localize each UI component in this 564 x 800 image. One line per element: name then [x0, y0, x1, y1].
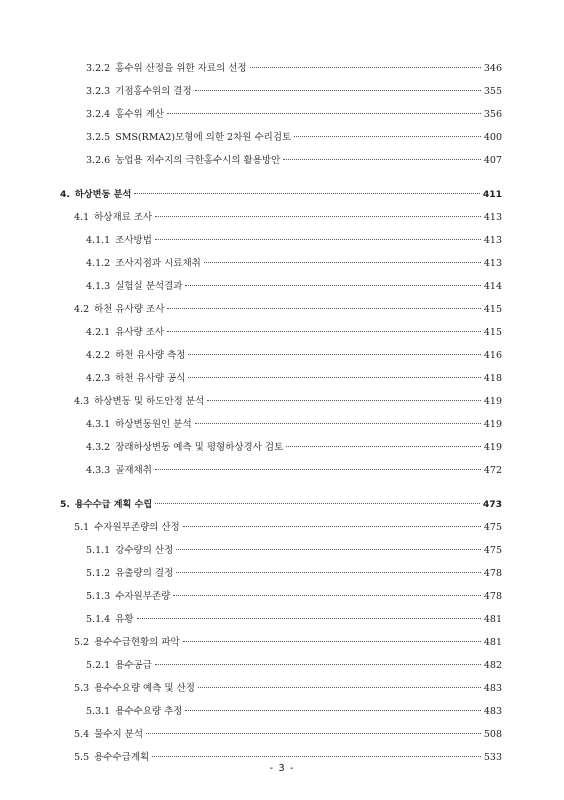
- dot-leader: [155, 469, 481, 470]
- toc-entry-title: 하상변동 및 하도안정 분석: [94, 396, 205, 407]
- toc-entry[interactable]: [60, 677, 502, 700]
- toc-entry-title: 하천 유사량 측정: [115, 350, 186, 361]
- toc-entry-number: 4.1.2: [86, 258, 111, 269]
- dot-leader: [183, 526, 481, 527]
- toc-entry-page: 413: [483, 235, 502, 246]
- toc-entry-number: 5.1.3: [86, 591, 111, 602]
- toc-entry-title: 물수지 분석: [94, 729, 144, 740]
- toc-entry-title: 하상변동원인 분석: [115, 419, 192, 430]
- toc-entry-title: 홍수위 산정을 위한 자료의 선정: [115, 63, 247, 74]
- toc-entry-page: 475: [483, 545, 502, 556]
- toc-entry-number: 3.2.6: [86, 155, 111, 166]
- toc-entry[interactable]: [60, 80, 502, 103]
- toc-entry-page: 419: [483, 442, 502, 453]
- toc-entry-number: 5.4: [74, 729, 90, 740]
- toc-entry[interactable]: [60, 275, 502, 298]
- toc-entry-page: 419: [483, 396, 502, 407]
- toc-entry-number: 5.1: [74, 522, 90, 533]
- toc-entry-number: 4.1.3: [86, 281, 111, 292]
- dot-leader: [195, 90, 481, 91]
- toc-entry-page: 415: [483, 304, 502, 315]
- toc-entry[interactable]: [60, 183, 502, 206]
- toc-entry-page: 413: [483, 212, 502, 223]
- toc-entry-number: 5.5: [74, 752, 90, 763]
- toc-entry[interactable]: [60, 413, 502, 436]
- dot-leader: [173, 595, 481, 596]
- dot-leader: [207, 400, 481, 401]
- dot-leader: [204, 262, 481, 263]
- toc-entry-number: 3.2.2: [86, 63, 111, 74]
- dot-leader: [188, 354, 480, 355]
- dot-leader: [185, 285, 480, 286]
- dot-leader: [283, 159, 481, 160]
- toc-entry-number: 4.1.1: [86, 235, 111, 246]
- toc-entry-page: 481: [483, 614, 502, 625]
- toc-entry[interactable]: [60, 344, 502, 367]
- toc-entry-number: 3.2.5: [86, 132, 111, 143]
- toc-entry-number: 4.: [60, 189, 70, 200]
- dot-leader: [250, 67, 481, 68]
- dot-leader: [188, 377, 480, 378]
- toc-entry-page: 478: [483, 568, 502, 579]
- toc-entry[interactable]: [60, 608, 502, 631]
- toc-entry[interactable]: [60, 562, 502, 585]
- toc-entry[interactable]: [60, 539, 502, 562]
- dot-leader: [155, 664, 481, 665]
- toc-entry-page: 355: [483, 86, 502, 97]
- toc-entry-title: 유출량의 결정: [115, 568, 174, 579]
- toc-entry-page: 508: [483, 729, 502, 740]
- toc-entry-number: 5.3.1: [86, 706, 111, 717]
- toc-entry-page: 356: [483, 109, 502, 120]
- toc-entry-number: 5.3: [74, 683, 90, 694]
- toc-entry-number: 4.3.3: [86, 465, 111, 476]
- dot-leader: [155, 216, 481, 217]
- page-number: - 3 -: [269, 763, 295, 774]
- dot-leader: [294, 136, 481, 137]
- toc-entry[interactable]: [60, 631, 502, 654]
- toc-entry[interactable]: [60, 206, 502, 229]
- toc-entry-title: 유사량 조사: [115, 327, 165, 338]
- toc-entry-title: 하상재료 조사: [94, 212, 153, 223]
- dot-leader: [195, 423, 481, 424]
- dot-leader: [155, 239, 481, 240]
- dot-leader: [167, 113, 481, 114]
- toc-entry-title: 조사지점과 시료채취: [115, 258, 201, 269]
- toc-entry-number: 4.1: [74, 212, 90, 223]
- dot-leader: [286, 446, 481, 447]
- toc-entry-title: 용수수급현황의 파악: [94, 637, 180, 648]
- toc-entry-page: 400: [483, 132, 502, 143]
- toc-entry[interactable]: [60, 103, 502, 126]
- toc-entry-number: 4.2.1: [86, 327, 111, 338]
- dot-leader: [198, 687, 481, 688]
- toc-entry[interactable]: [60, 493, 502, 516]
- toc-entry-number: 4.3: [74, 396, 90, 407]
- toc-entry[interactable]: [60, 459, 502, 482]
- toc-entry-number: 5.: [60, 499, 70, 510]
- toc-entry-title: 하상변동 분석: [74, 189, 132, 200]
- toc-entry-title: 기점홍수위의 결정: [115, 86, 192, 97]
- toc-entry[interactable]: [60, 321, 502, 344]
- dot-leader: [146, 733, 481, 734]
- toc-entry-page: 411: [482, 189, 502, 200]
- toc-entry-title: 강수량의 산정: [115, 545, 174, 556]
- toc-entry[interactable]: [60, 654, 502, 677]
- toc-entry-page: 416: [483, 350, 502, 361]
- toc-entry-page: 475: [483, 522, 502, 533]
- dot-leader: [155, 503, 480, 504]
- toc-entry[interactable]: [60, 367, 502, 390]
- toc-entry[interactable]: [60, 229, 502, 252]
- toc-entry-title: 골재채취: [115, 465, 152, 476]
- toc-entry-page: 473: [482, 499, 502, 510]
- toc-entry[interactable]: [60, 298, 502, 321]
- toc-entry-title: 용수수요량 추정: [115, 706, 183, 717]
- toc-entry-title: 용수수요량 예측 및 산정: [94, 683, 195, 694]
- toc-entry-number: 4.2.3: [86, 373, 111, 384]
- toc-entry-page: 346: [483, 63, 502, 74]
- dot-leader: [185, 710, 480, 711]
- toc-entry-number: 5.2.1: [86, 660, 111, 671]
- dot-leader: [176, 572, 481, 573]
- toc-entry-page: 414: [483, 281, 502, 292]
- toc-entry[interactable]: [60, 57, 502, 80]
- toc-entry-page: 481: [483, 637, 502, 648]
- toc-entry-page: 418: [483, 373, 502, 384]
- toc-entry-page: 419: [483, 419, 502, 430]
- toc-entry[interactable]: [60, 252, 502, 275]
- toc-entry[interactable]: [60, 436, 502, 459]
- toc-entry-number: 4.2: [74, 304, 90, 315]
- toc-entry-page: 483: [483, 683, 502, 694]
- toc-entry-number: 3.2.4: [86, 109, 111, 120]
- toc-entry-page: 483: [483, 706, 502, 717]
- toc-entry-page: 478: [483, 591, 502, 602]
- dot-leader: [167, 331, 481, 332]
- toc-entry-title: 조사방법: [115, 235, 152, 246]
- toc-entry-title: 유황: [115, 614, 134, 625]
- toc-entry-number: 5.1.2: [86, 568, 111, 579]
- dot-leader: [137, 618, 481, 619]
- toc-entry[interactable]: [60, 585, 502, 608]
- toc-entry-title: 하천 유사량 공식: [115, 373, 186, 384]
- toc-entry-title: 홍수위 계산: [115, 109, 165, 120]
- toc-entry-page: 482: [483, 660, 502, 671]
- toc-entry-number: 4.3.1: [86, 419, 111, 430]
- toc-entry[interactable]: [60, 149, 502, 172]
- toc-entry[interactable]: [60, 516, 502, 539]
- section-gap: [60, 482, 502, 493]
- toc-entry-title: 하천 유사량 조사: [94, 304, 165, 315]
- toc-entry-number: 5.1.1: [86, 545, 111, 556]
- toc-entry-title: 용수수급계획: [94, 752, 150, 763]
- toc-entry-number: 3.2.3: [86, 86, 111, 97]
- toc-entry-title: 실험실 분석결과: [115, 281, 183, 292]
- dot-leader: [176, 549, 481, 550]
- toc-entry-page: 415: [483, 327, 502, 338]
- dot-leader: [134, 193, 479, 194]
- toc-entry-page: 407: [483, 155, 502, 166]
- toc-entry-number: 5.1.4: [86, 614, 111, 625]
- dot-leader: [183, 641, 481, 642]
- dot-leader: [152, 756, 481, 757]
- toc-entry-number: 4.2.2: [86, 350, 111, 361]
- toc-entry-title: 용수공급: [115, 660, 152, 671]
- table-of-contents: [60, 57, 502, 769]
- toc-entry[interactable]: [60, 126, 502, 149]
- toc-entry[interactable]: [60, 390, 502, 413]
- toc-entry-title: 수자원부존량: [115, 591, 171, 602]
- toc-entry[interactable]: [60, 700, 502, 723]
- dot-leader: [167, 308, 480, 309]
- toc-entry-title: 용수수급 계획 수립: [74, 499, 153, 510]
- toc-entry-page: 472: [483, 465, 502, 476]
- toc-entry-number: 5.2: [74, 637, 90, 648]
- toc-entry[interactable]: [60, 723, 502, 746]
- toc-entry-page: 413: [483, 258, 502, 269]
- toc-entry-title: 농업용 저수지의 극한홍수시의 활용방안: [115, 155, 281, 166]
- toc-entry-title: 수자원부존량의 산정: [94, 522, 180, 533]
- section-gap: [60, 172, 502, 183]
- toc-entry-page: 533: [483, 752, 502, 763]
- toc-entry-title: SMS(RMA2)모형에 의한 2차원 수리검토: [115, 132, 292, 143]
- toc-entry-title: 장래하상변동 예측 및 평형하상경사 검토: [115, 442, 284, 453]
- toc-entry-number: 4.3.2: [86, 442, 111, 453]
